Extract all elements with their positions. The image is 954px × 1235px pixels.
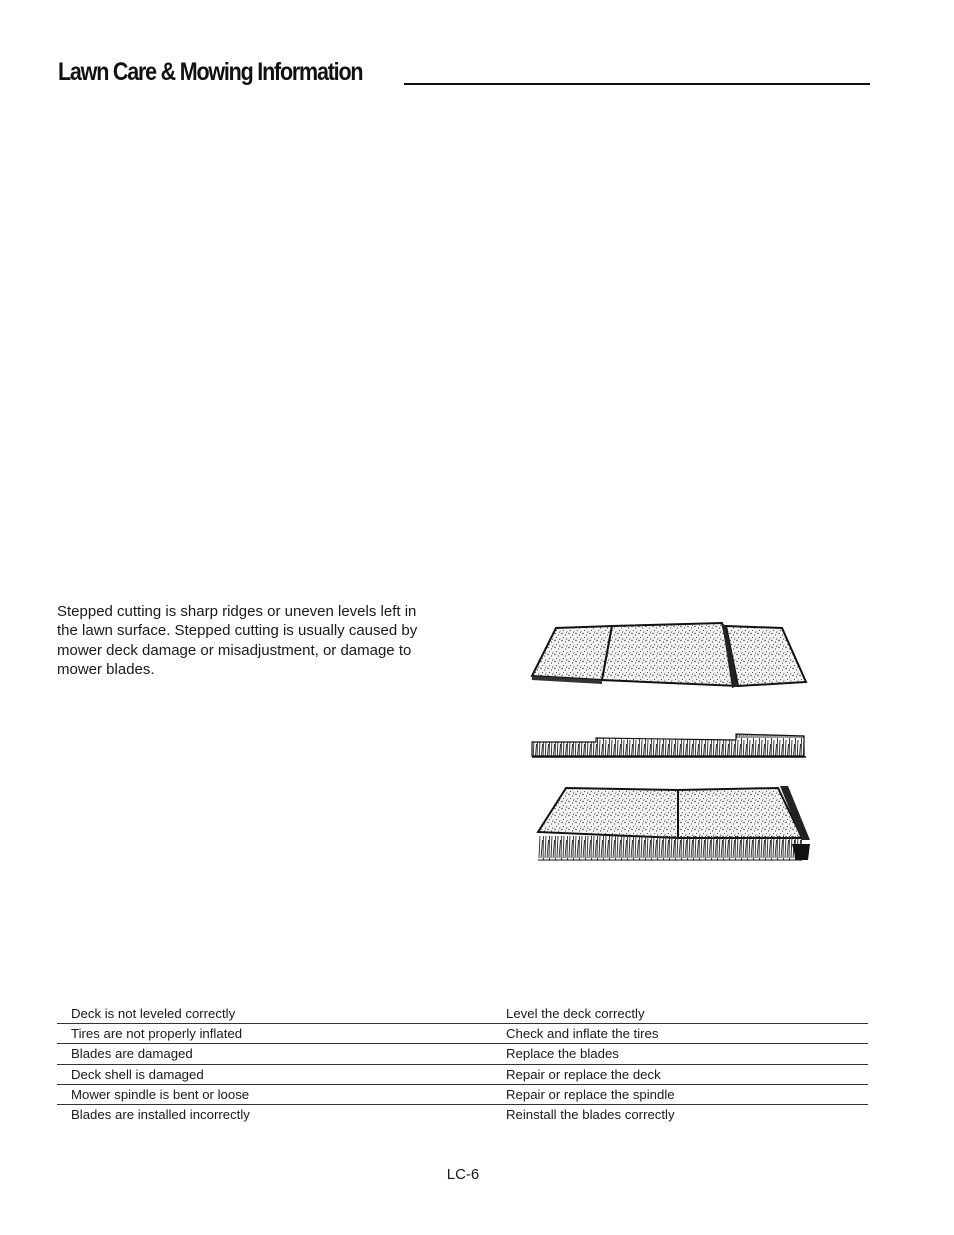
cause-cell: Blades are installed incorrectly [71,1106,250,1122]
cause-cell: Deck is not leveled correctly [71,1006,236,1021]
cause-cell: Deck shell is damaged [71,1066,204,1082]
cause-remedy-table [57,1004,868,1124]
stepped-slabs-view [532,623,806,688]
table-row [57,1024,868,1044]
stepped-cutting-illustration [526,618,816,868]
description-line: mower blades. [57,660,155,678]
stepped-cutting-description [57,602,452,679]
table-row [57,1085,868,1105]
remedy-cell: Repair or replace the spindle [506,1086,675,1102]
remedy-cell: Repair or replace the deck [506,1066,661,1082]
description-line: Stepped cutting is sharp ridges or uneven levels left in [57,603,417,620]
page-header [58,58,870,88]
table-row [57,1004,868,1024]
lawn-block-view [538,786,810,860]
cause-cell: Mower spindle is bent or loose [71,1086,250,1102]
lawn-profile-view [532,734,806,757]
table-row [57,1044,868,1064]
remedy-cell: Reinstall the blades correctly [506,1106,675,1122]
remedy-cell: Check and inflate the tires [506,1026,659,1042]
cause-cell: Blades are damaged [71,1046,193,1062]
remedy-cell: Replace the blades [506,1046,619,1062]
table-row [57,1065,868,1085]
title-rule [404,83,870,85]
page-title: Lawn Care & Mowing Information [58,58,363,86]
cause-cell: Tires are not properly inflated [71,1026,243,1042]
description-line: mower deck damage or misadjustment, or damage to [57,641,412,659]
description-line: the lawn surface. Stepped cutting is usually caused by [57,622,418,640]
remedy-cell: Level the deck correctly [506,1006,645,1021]
page-number: LC-6 [446,1166,480,1183]
table-row [57,1105,868,1124]
